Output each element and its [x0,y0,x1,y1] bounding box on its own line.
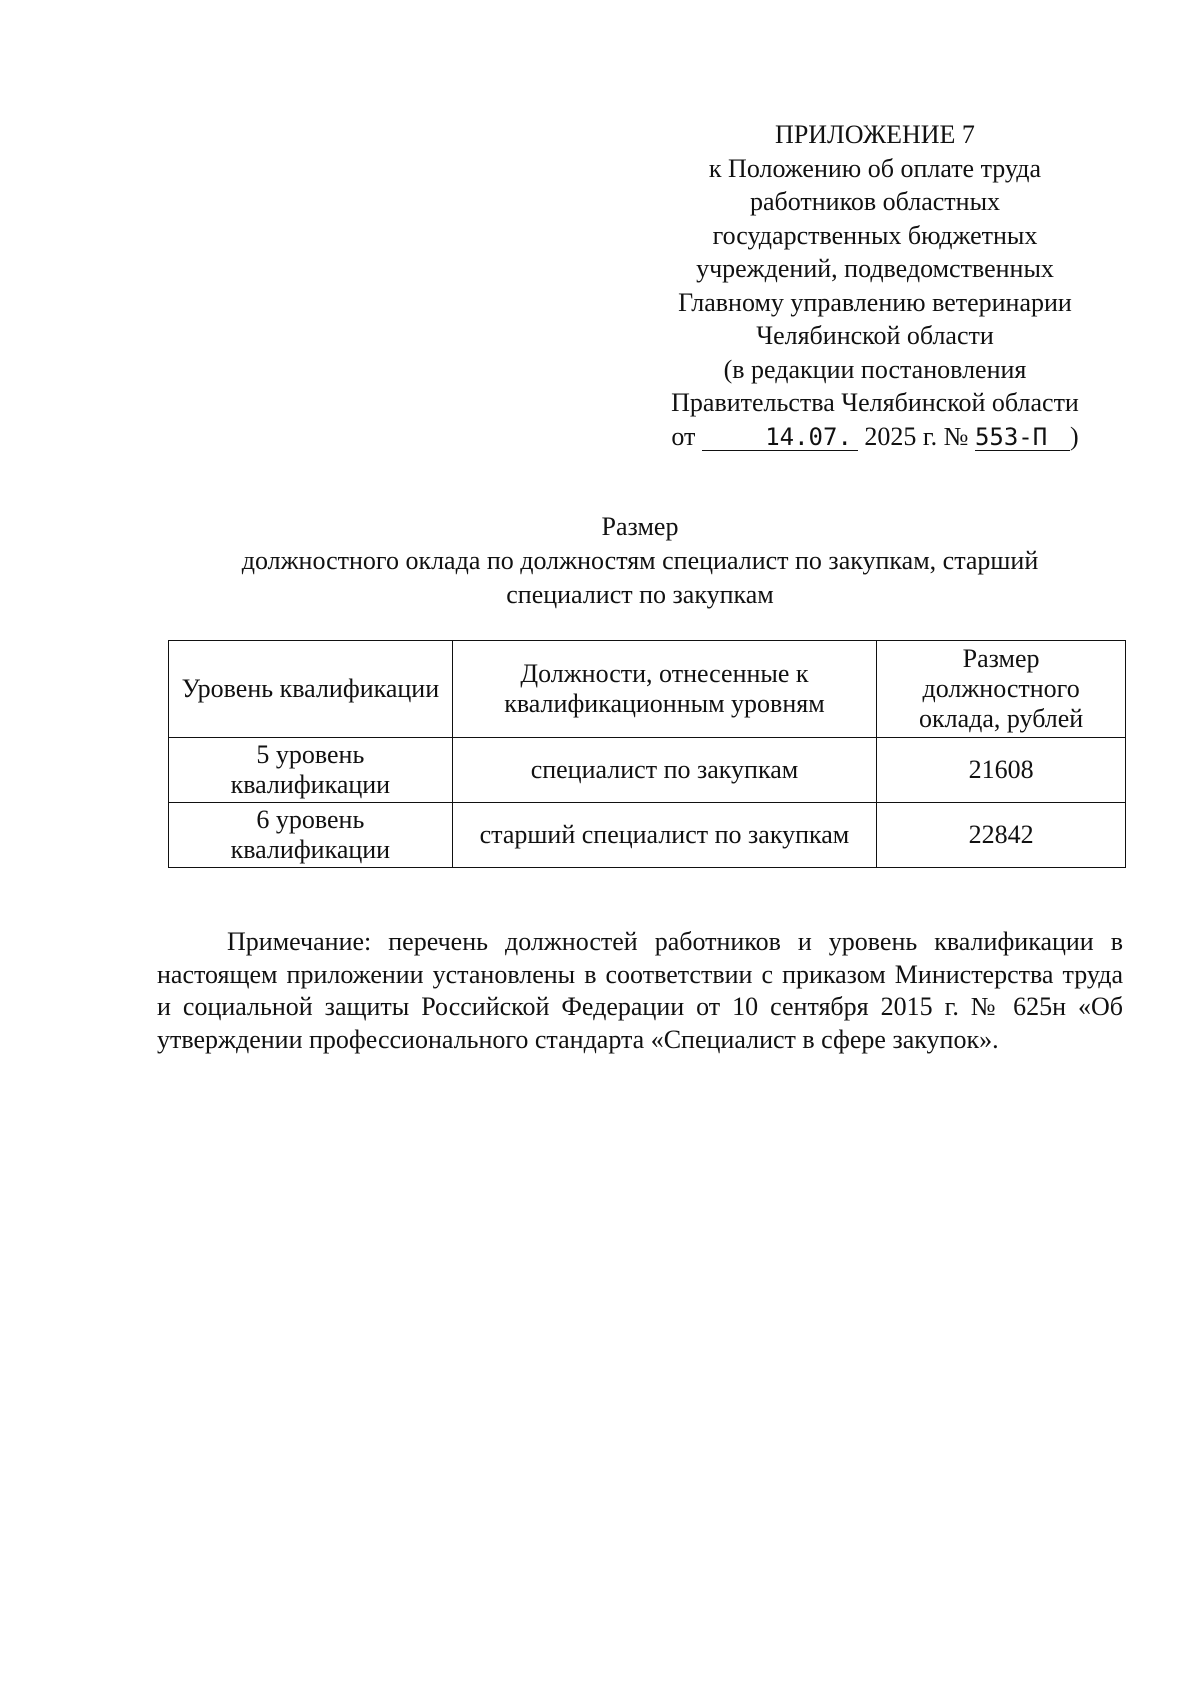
title-line: должностного оклада по должностям специалист по закупкам, старший [241,546,1039,575]
annex-line: Главному управлению ветеринарии [678,287,1072,317]
table-cell-salary: 22842 [877,803,1126,868]
sign-prefix: от [671,421,696,451]
annex-line: к Положению об оплате труда [708,153,1042,183]
table-cell-level: 5 уровень квалификации [169,738,453,803]
column-header-level: Уровень квалификации [169,641,453,738]
annex-line: работников областных [749,187,1001,216]
closing-paren: ) [1069,421,1079,451]
column-header-positions: Должности, отнесенные к квалификационным уровням [452,641,876,738]
resolution-reference [640,420,1110,454]
footnote-paragraph: Примечание: перечень должностей работников и уровень квалификации в настоящем приложении установлены в соответствии с приказом Министерства труда и социальной защиты Российской Федерации от 10 сентября 2015 г. № 625н «Об утверждении профессионального стандарта «Специалист в сфере закупок». [157,927,1123,1054]
table-header-row [169,641,1126,738]
table-row [169,803,1126,868]
annex-header [640,118,1110,453]
annex-line: Правительства Челябинской области [671,388,1079,417]
annex-line: (в редакции постановления [723,354,1027,384]
resolution-number: 553-П [975,424,1070,451]
column-header-salary: Размер должностного оклада, рублей [877,641,1126,738]
annex-line: учреждений, подведомственных [696,254,1054,283]
table-row [169,738,1126,803]
title-line: Размер [601,512,679,541]
document-title [150,510,1130,612]
salary-table [168,640,1126,868]
resolution-year: 2025 г. № [864,421,969,451]
table-cell-position: старший специалист по закупкам [452,803,876,868]
table-cell-level: 6 уровень квалификации [169,803,453,868]
annex-line: государственных бюджетных [712,220,1038,250]
table-cell-salary: 21608 [877,738,1126,803]
resolution-date: 14.07. [702,424,858,451]
title-line: специалист по закупкам [506,580,774,609]
annex-line: Челябинской области [756,321,994,350]
table-cell-position: специалист по закупкам [452,738,876,803]
annex-heading: ПРИЛОЖЕНИЕ 7 [775,120,975,149]
